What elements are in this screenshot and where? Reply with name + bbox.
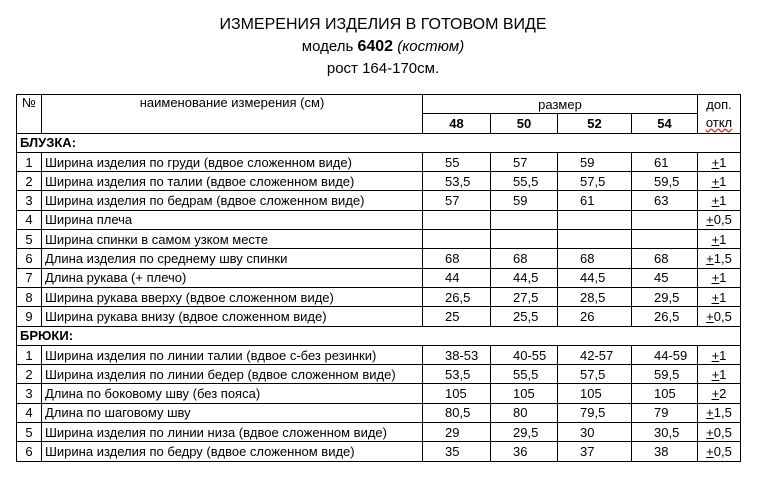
tolerance-cell: [698, 191, 741, 210]
size-value: 37: [558, 442, 632, 461]
row-number: 6: [17, 442, 42, 461]
size-value: 35: [423, 442, 491, 461]
row-number: 1: [17, 152, 42, 171]
size-value: 61: [632, 152, 698, 171]
row-number: 3: [17, 191, 42, 210]
size-value: 25: [423, 307, 491, 326]
size-value: 79: [632, 403, 698, 422]
tolerance-cell: [698, 307, 741, 326]
row-number: 1: [17, 345, 42, 364]
tolerance-cell: [698, 172, 741, 191]
tolerance-value: 1: [719, 347, 727, 363]
size-value: 40-55: [491, 345, 558, 364]
tolerance-value: 1: [719, 289, 727, 305]
size-value: 80,5: [423, 403, 491, 422]
plus-minus-sign: +: [706, 308, 714, 324]
table-row: [17, 384, 741, 403]
size-value: 45: [632, 268, 698, 287]
row-number: 2: [17, 365, 42, 384]
size-value: 55: [423, 152, 491, 171]
size-value: 59: [491, 191, 558, 210]
table-row: [17, 307, 741, 326]
size-value: 38: [632, 442, 698, 461]
size-header: 54: [632, 114, 698, 133]
size-value: 105: [423, 384, 491, 403]
size-value: [491, 230, 558, 249]
tolerance-value: 1: [719, 154, 727, 170]
tolerance-value: 1: [719, 366, 727, 382]
plus-minus-sign: +: [711, 173, 720, 189]
model-prefix: модель: [301, 38, 354, 55]
measurement-name: Ширина спинки в самом узком месте: [42, 230, 423, 249]
table-row: [17, 268, 741, 287]
measurement-name: Ширина изделия по линии талии (вдвое с-без резинки): [42, 345, 423, 364]
size-value: 68: [491, 249, 558, 268]
tolerance-value: 2: [719, 386, 727, 402]
size-value: [423, 230, 491, 249]
size-value: 30,5: [632, 423, 698, 442]
plus-minus-sign: +: [711, 193, 720, 209]
size-value: 25,5: [491, 307, 558, 326]
row-number: 3: [17, 384, 42, 403]
measurement-name: Длина по боковому шву (без пояса): [42, 384, 423, 403]
tolerance-cell: [698, 403, 741, 422]
tolerance-cell: [698, 268, 741, 287]
tolerance-value: 0,5: [713, 212, 732, 228]
tolerance-cell: [698, 287, 741, 306]
model-line: [0, 38, 766, 56]
plus-minus-sign: +: [711, 231, 720, 247]
row-number: 6: [17, 249, 42, 268]
table-row: [17, 230, 741, 249]
size-value: 63: [632, 191, 698, 210]
tolerance-value: 1,5: [713, 405, 732, 421]
plus-minus-sign: +: [711, 289, 720, 305]
tolerance-value: 1: [719, 270, 727, 286]
size-value: 68: [558, 249, 632, 268]
header-row: [17, 95, 741, 114]
size-value: 59: [558, 152, 632, 171]
section-header-row: [17, 133, 741, 152]
plus-minus-sign: +: [711, 347, 720, 363]
plus-minus-sign: +: [706, 251, 714, 267]
height-range: рост 164-170см.: [326, 60, 440, 77]
size-value: 68: [632, 249, 698, 268]
table-row: [17, 365, 741, 384]
row-number: 4: [17, 210, 42, 229]
tolerance-cell: [698, 249, 741, 268]
size-value: [558, 230, 632, 249]
size-value: 105: [491, 384, 558, 403]
row-number: 9: [17, 307, 42, 326]
size-value: 26,5: [632, 307, 698, 326]
measurements-table: [16, 94, 741, 462]
tolerance-value: 1: [719, 231, 727, 247]
row-number: 2: [17, 172, 42, 191]
plus-minus-sign: +: [706, 424, 714, 440]
size-value: 105: [558, 384, 632, 403]
size-value: 44,5: [558, 268, 632, 287]
size-value: 26: [558, 307, 632, 326]
tolerance-value: 1: [719, 173, 727, 189]
tolerance-header-line1: доп.: [706, 96, 732, 112]
tolerance-cell: [698, 384, 741, 403]
size-value: 44-59: [632, 345, 698, 364]
table-row: [17, 287, 741, 306]
plus-minus-sign: +: [706, 212, 714, 228]
size-value: 61: [558, 191, 632, 210]
section-title: БРЮКИ:: [17, 326, 741, 345]
size-value: 30: [558, 423, 632, 442]
tolerance-value: 1,5: [713, 251, 732, 267]
tolerance-value: 1: [719, 193, 727, 209]
plus-minus-sign: +: [711, 386, 720, 402]
size-value: 29: [423, 423, 491, 442]
table-row: [17, 152, 741, 171]
tolerance-cell: [698, 365, 741, 384]
size-value: 79,5: [558, 403, 632, 422]
tolerance-cell: [698, 345, 741, 364]
size-value: 57: [491, 152, 558, 171]
plus-minus-sign: +: [706, 405, 714, 421]
plus-minus-sign: +: [711, 366, 720, 382]
size-value: [632, 210, 698, 229]
tolerance-cell: [698, 152, 741, 171]
section-title: БЛУЗКА:: [17, 133, 741, 152]
tolerance-header-line2: откл: [705, 114, 733, 130]
col-name-header: наименование измерения (см): [42, 95, 423, 134]
tolerance-value: 0,5: [713, 443, 732, 459]
size-header: 48: [423, 114, 491, 133]
size-value: 36: [491, 442, 558, 461]
size-value: 44: [423, 268, 491, 287]
size-value: 57,5: [558, 365, 632, 384]
size-value: 42-57: [558, 345, 632, 364]
row-number: 4: [17, 403, 42, 422]
row-number: 8: [17, 287, 42, 306]
size-value: [558, 210, 632, 229]
measurement-name: Ширина рукава вверху (вдвое сложенном виде): [42, 287, 423, 306]
table-row: [17, 403, 741, 422]
measurement-name: Длина по шаговому шву: [42, 403, 423, 422]
plus-minus-sign: +: [711, 270, 720, 286]
measurement-name: Ширина плеча: [42, 210, 423, 229]
tolerance-cell: [698, 442, 741, 461]
size-value: 44,5: [491, 268, 558, 287]
measurement-name: Ширина изделия по линии бедер (вдвое сложенном виде): [42, 365, 423, 384]
size-value: 29,5: [491, 423, 558, 442]
table-row: [17, 249, 741, 268]
model-number: 6402: [357, 38, 394, 55]
row-number: 5: [17, 230, 42, 249]
measurement-name: Ширина изделия по груди (вдвое сложенном виде): [42, 152, 423, 171]
measurement-name: Длина рукава (+ плечо): [42, 268, 423, 287]
size-value: 38-53: [423, 345, 491, 364]
measurement-name: Длина изделия по среднему шву спинки: [42, 249, 423, 268]
row-number: 7: [17, 268, 42, 287]
size-header: 50: [491, 114, 558, 133]
size-value: 28,5: [558, 287, 632, 306]
table-row: [17, 191, 741, 210]
table-row: [17, 172, 741, 191]
section-header-row: [17, 326, 741, 345]
size-value: 29,5: [632, 287, 698, 306]
table-row: [17, 345, 741, 364]
measurement-name: Ширина изделия по линии низа (вдвое сложенном виде): [42, 423, 423, 442]
measurement-name: Ширина изделия по бедру (вдвое сложенном виде): [42, 442, 423, 461]
size-value: 59,5: [632, 172, 698, 191]
size-value: 55,5: [491, 172, 558, 191]
size-value: 80: [491, 403, 558, 422]
tolerance-value: 0,5: [713, 308, 732, 324]
model-kind: (костюм): [397, 38, 465, 55]
size-value: [632, 230, 698, 249]
tolerance-cell: [698, 230, 741, 249]
table-row: [17, 442, 741, 461]
size-value: 105: [632, 384, 698, 403]
document-title: ИЗМЕРЕНИЯ ИЗДЕЛИЯ В ГОТОВОМ ВИДЕ: [219, 16, 547, 33]
size-value: [423, 210, 491, 229]
size-value: 53,5: [423, 365, 491, 384]
size-value: 59,5: [632, 365, 698, 384]
table-row: [17, 210, 741, 229]
size-value: 26,5: [423, 287, 491, 306]
tolerance-cell: [698, 210, 741, 229]
tolerance-cell: [698, 423, 741, 442]
measurement-name: Ширина изделия по талии (вдвое сложенном виде): [42, 172, 423, 191]
col-tolerance-header: [698, 95, 741, 134]
plus-minus-sign: +: [711, 154, 720, 170]
measurement-name: Ширина изделия по бедрам (вдвое сложенном виде): [42, 191, 423, 210]
col-size-header: размер: [423, 95, 698, 114]
measurement-name: Ширина рукава внизу (вдвое сложенном виде): [42, 307, 423, 326]
size-value: 55,5: [491, 365, 558, 384]
size-value: 57: [423, 191, 491, 210]
size-header: 52: [558, 114, 632, 133]
size-value: 27,5: [491, 287, 558, 306]
size-value: 57,5: [558, 172, 632, 191]
col-no-header: №: [17, 95, 42, 134]
size-value: [491, 210, 558, 229]
tolerance-value: 0,5: [713, 424, 732, 440]
row-number: 5: [17, 423, 42, 442]
table-row: [17, 423, 741, 442]
plus-minus-sign: +: [706, 443, 714, 459]
size-value: 68: [423, 249, 491, 268]
size-value: 53,5: [423, 172, 491, 191]
